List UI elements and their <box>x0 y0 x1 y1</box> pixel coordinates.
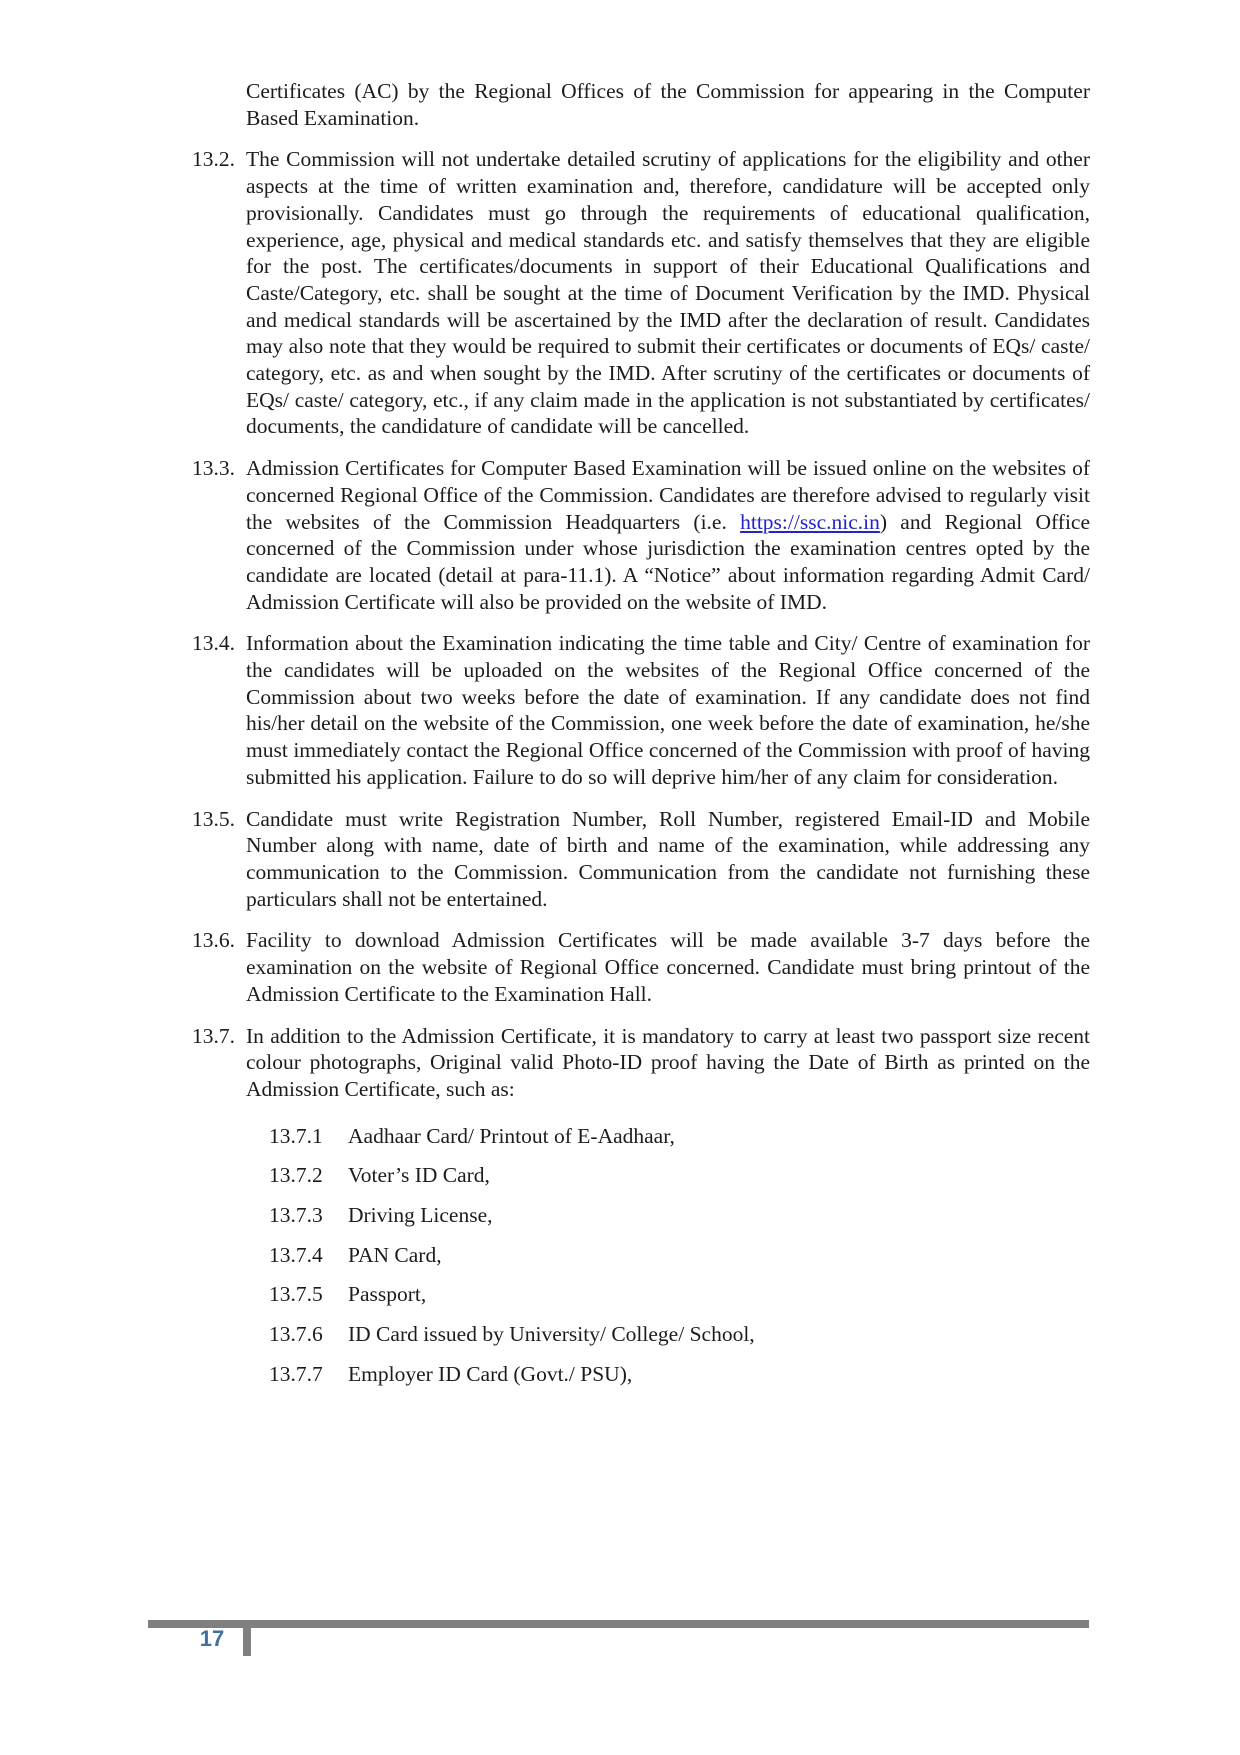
list-item <box>269 1281 1090 1308</box>
list-item-number: 13.7.5 <box>269 1282 323 1307</box>
section-number: 13.6. <box>192 928 235 953</box>
list-item-number: 13.7.2 <box>269 1163 323 1188</box>
section-text: Facility to download Admission Certificates will be made available 3-7 days before the examination on the website of Regional Office concerned. Candidate must bring printout of the Admission Certificate to the Examination Hall. <box>246 928 1090 1006</box>
list-item-number: 13.7.3 <box>269 1203 323 1228</box>
intro-paragraph: Certificates (AC) by the Regional Offices of the Commission for appearing in the Computer Based Examination. <box>246 79 1090 130</box>
section-13-5 <box>192 806 1090 913</box>
section-text: Candidate must write Registration Number, Roll Number, registered Email-ID and Mobile Number along with name, date of birth and name of the examination, while addressing any communication to the Commission. Communication from the candidate not furnishing these particulars shall not be entertained. <box>246 806 1090 911</box>
section-text: In addition to the Admission Certificate, it is mandatory to carry at least two passport size recent colour photographs, Original valid Photo-ID proof having the Date of Birth as printed on the Admission Certificate, such as: <box>246 1023 1090 1101</box>
list-item-text: Aadhaar Card/ Printout of E-Aadhaar, <box>348 1123 675 1148</box>
page-content <box>192 78 1090 1388</box>
footer-horizontal-rule <box>148 1620 1089 1628</box>
list-item-text: Employer ID Card (Govt./ PSU), <box>348 1361 633 1386</box>
list-item <box>269 1123 1090 1150</box>
list-item-number: 13.7.7 <box>269 1361 323 1386</box>
list-item-text: Passport, <box>348 1282 427 1307</box>
section-13-2 <box>192 146 1090 440</box>
list-item-number: 13.7.6 <box>269 1322 323 1347</box>
list-item-text: Voter’s ID Card, <box>348 1163 490 1188</box>
list-item <box>269 1162 1090 1189</box>
section-number: 13.3. <box>192 456 235 481</box>
list-item <box>269 1321 1090 1348</box>
list-item <box>269 1242 1090 1269</box>
section-text-after-link: ) and Regional Office concerned of the Commission under whose jurisdiction the examination centres opted by the candidate are located (detail at para-11.1). A “Notice” about information regarding Admit Card/ Admission Certificate will also be provided on the website of IMD. <box>246 509 1090 614</box>
section-13-4 <box>192 630 1090 790</box>
id-proof-list <box>269 1123 1090 1388</box>
section-number: 13.2. <box>192 147 235 172</box>
section-number: 13.5. <box>192 806 235 831</box>
section-13-6 <box>192 927 1090 1007</box>
section-13-3 <box>192 455 1090 615</box>
list-item-number: 13.7.1 <box>269 1123 323 1148</box>
section-text: The Commission will not undertake detailed scrutiny of applications for the eligibility and other aspects at the time of written examination and, therefore, candidature will be accepted only provisionally. Candidates must go through the requirements of educational qualification, experience, age, physical and medical standards etc. and satisfy themselves that they are eligible for the post. The certificates/documents in support of their Educational Qualifications and Caste/Category, etc. shall be sought at the time of Document Verification by the IMD. Physical and medical standards will be ascertained by the IMD after the declaration of result. Candidates may also note that they would be required to submit their certificates or documents of EQs/ caste/ category, etc. as and when sought by the IMD. After scrutiny of the certificates or documents of EQs/ caste/ category, etc., if any claim made in the application is not substantiated by certificates/ documents, the candidature of candidate will be cancelled. <box>246 147 1090 439</box>
section-13-7 <box>192 1023 1090 1103</box>
list-item-number: 13.7.4 <box>269 1242 323 1267</box>
section-number: 13.4. <box>192 631 235 656</box>
list-item-text: PAN Card, <box>348 1242 442 1267</box>
ssc-website-link[interactable]: https://ssc.nic.in <box>740 509 880 534</box>
section-text: Information about the Examination indicating the time table and City/ Centre of examination for the candidates will be uploaded on the websites of the Regional Office concerned of the Commission about two weeks before the date of examination. If any candidate does not find his/her detail on the website of the Commission, one week before the date of examination, he/she must immediately contact the Regional Office concerned of the Commission with proof of having submitted his application. Failure to do so will deprive him/her of any claim for consideration. <box>246 631 1090 789</box>
list-item <box>269 1361 1090 1388</box>
list-item <box>269 1202 1090 1229</box>
list-item-text: Driving License, <box>348 1203 493 1228</box>
section-text-before-link: Admission Certificates for Computer Based Examination will be issued online on the websites of concerned Regional Office of the Commission. Candidates are therefore advised to regularly visit the websites of the Commission Headquarters (i.e. <box>246 456 1090 534</box>
section-number: 13.7. <box>192 1023 235 1048</box>
section-text <box>246 455 1090 615</box>
page-number: 17 <box>199 1626 225 1651</box>
list-item-text: ID Card issued by University/ College/ School, <box>348 1322 755 1347</box>
footer-vertical-rule <box>243 1620 251 1656</box>
